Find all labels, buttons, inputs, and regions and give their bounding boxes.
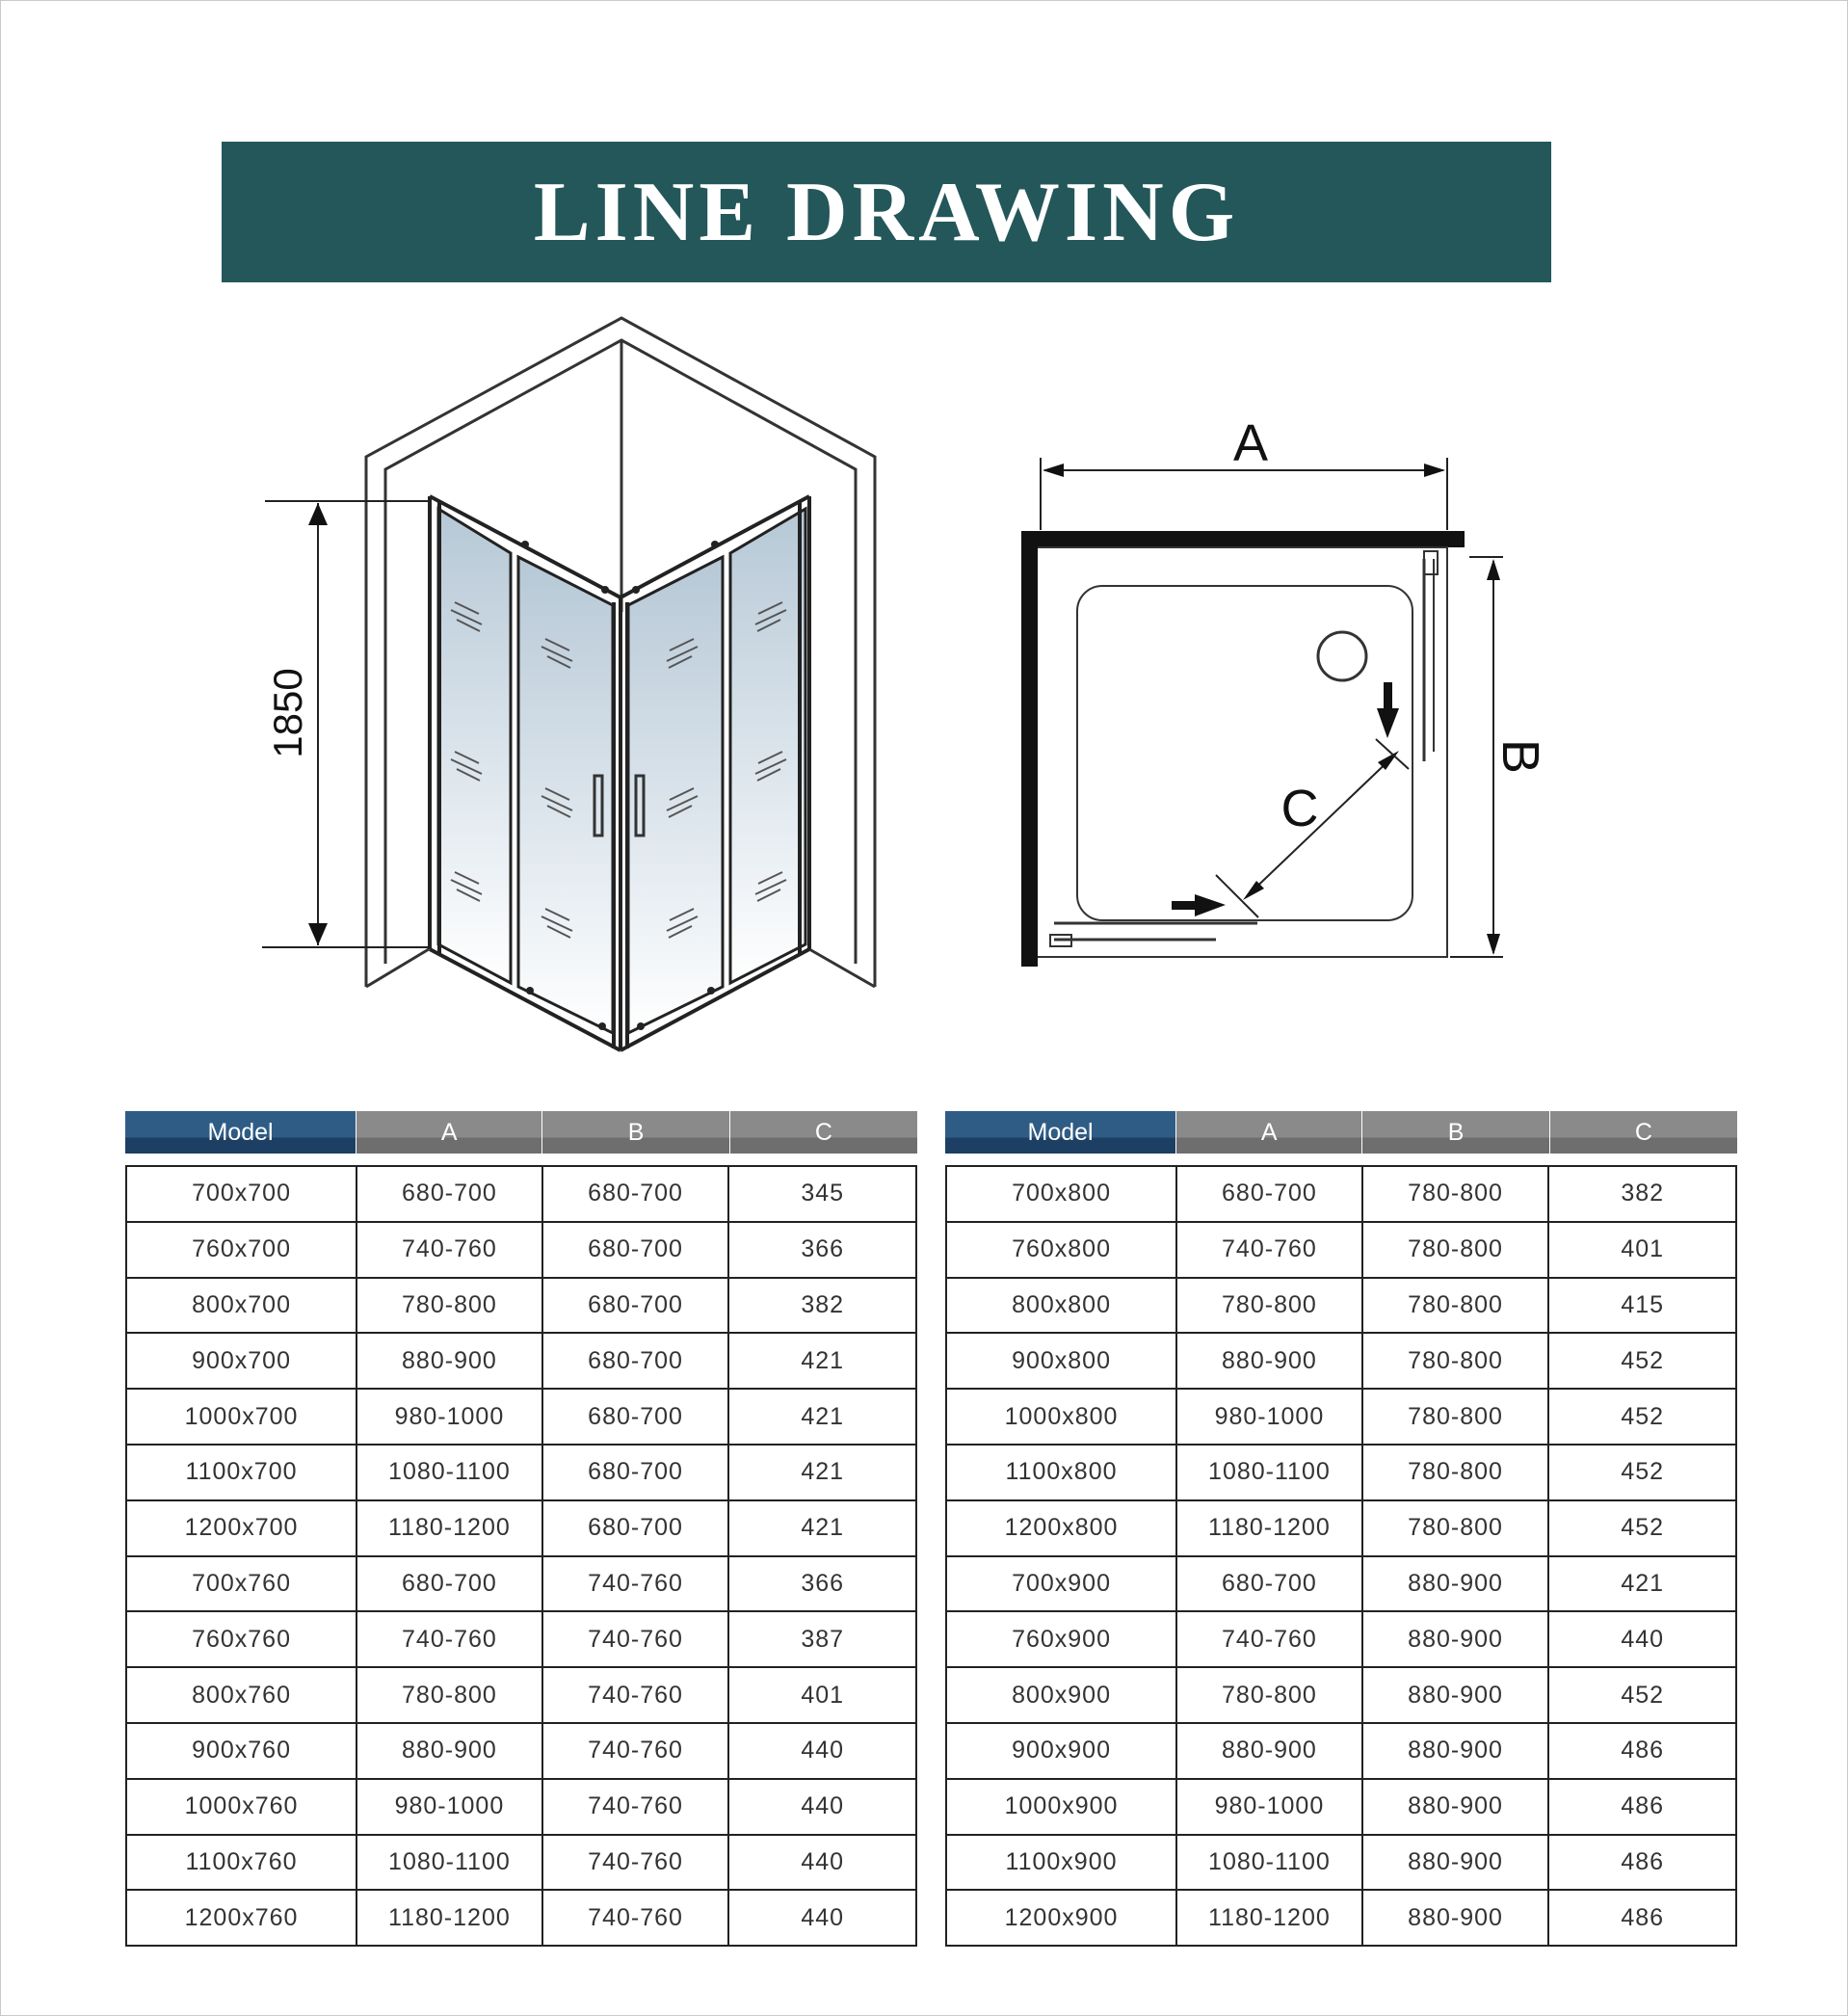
cell-b: 740-760 bbox=[543, 1780, 730, 1834]
cell-b: 680-700 bbox=[543, 1501, 730, 1555]
header-model: Model bbox=[945, 1111, 1176, 1154]
cell-a: 680-700 bbox=[357, 1167, 543, 1221]
cell-model: 1100x700 bbox=[127, 1446, 357, 1499]
cell-b: 880-900 bbox=[1363, 1557, 1550, 1611]
table-row bbox=[127, 1390, 915, 1446]
cell-c: 452 bbox=[1621, 1681, 1665, 1709]
cell-a: 780-800 bbox=[357, 1279, 543, 1333]
cell-a: 780-800 bbox=[357, 1668, 543, 1722]
cell-b: 740-760 bbox=[543, 1724, 730, 1778]
cell-b: 780-800 bbox=[1363, 1390, 1550, 1444]
cell-c: 486 bbox=[1621, 1847, 1665, 1875]
cell-model: 700x800 bbox=[947, 1167, 1177, 1221]
table-row bbox=[127, 1836, 915, 1892]
cell-model: 1000x700 bbox=[127, 1390, 357, 1444]
table-header bbox=[945, 1111, 1737, 1154]
cell-b: 680-700 bbox=[543, 1390, 730, 1444]
cell-a: 1080-1100 bbox=[357, 1836, 543, 1890]
table-row bbox=[947, 1167, 1735, 1223]
table-row bbox=[947, 1557, 1735, 1613]
height-dimension-label: 1850 bbox=[265, 668, 310, 758]
cell-model: 760x900 bbox=[947, 1612, 1177, 1666]
cell-a: 1180-1200 bbox=[1177, 1891, 1363, 1945]
header-b: B bbox=[542, 1111, 729, 1154]
cell-b: 740-760 bbox=[543, 1836, 730, 1890]
cell-a: 880-900 bbox=[357, 1724, 543, 1778]
header-a: A bbox=[1176, 1111, 1362, 1154]
cell-a: 1080-1100 bbox=[1177, 1836, 1363, 1890]
cell-b: 780-800 bbox=[1363, 1279, 1550, 1333]
cell-a: 880-900 bbox=[1177, 1334, 1363, 1388]
cell-c: 440 bbox=[801, 1737, 845, 1764]
cell-model: 1200x900 bbox=[947, 1891, 1177, 1945]
cell-model: 760x700 bbox=[127, 1223, 357, 1277]
enclosure-perspective-drawing bbox=[251, 313, 886, 1084]
dimension-c-label: C bbox=[1280, 780, 1319, 837]
cell-c: 345 bbox=[801, 1180, 845, 1207]
table-row bbox=[947, 1668, 1735, 1724]
page-title: LINE DRAWING bbox=[533, 165, 1240, 259]
table-row bbox=[947, 1891, 1735, 1945]
table-row bbox=[127, 1279, 915, 1335]
cell-c: 421 bbox=[1621, 1569, 1665, 1597]
cell-model: 700x700 bbox=[127, 1167, 357, 1221]
cell-b: 680-700 bbox=[543, 1446, 730, 1499]
cell-b: 880-900 bbox=[1363, 1780, 1550, 1834]
table-row bbox=[127, 1724, 915, 1780]
cell-a: 1180-1200 bbox=[1177, 1501, 1363, 1555]
dimension-table-right bbox=[945, 1111, 1737, 1947]
cell-b: 680-700 bbox=[543, 1223, 730, 1277]
cell-model: 1200x700 bbox=[127, 1501, 357, 1555]
cell-a: 980-1000 bbox=[1177, 1780, 1363, 1834]
cell-c: 401 bbox=[801, 1681, 845, 1709]
cell-model: 800x900 bbox=[947, 1668, 1177, 1722]
table-body bbox=[125, 1165, 917, 1947]
table-row bbox=[947, 1780, 1735, 1836]
header-b: B bbox=[1362, 1111, 1549, 1154]
table-row bbox=[127, 1501, 915, 1557]
cell-a: 740-760 bbox=[357, 1612, 543, 1666]
cell-model: 800x760 bbox=[127, 1668, 357, 1722]
table-header bbox=[125, 1111, 917, 1154]
cell-a: 1180-1200 bbox=[357, 1501, 543, 1555]
cell-model: 700x760 bbox=[127, 1557, 357, 1611]
cell-b: 880-900 bbox=[1363, 1836, 1550, 1890]
cell-a: 1080-1100 bbox=[357, 1446, 543, 1499]
cell-model: 900x760 bbox=[127, 1724, 357, 1778]
cell-c: 486 bbox=[1621, 1792, 1665, 1820]
cell-a: 780-800 bbox=[1177, 1668, 1363, 1722]
cell-model: 900x700 bbox=[127, 1334, 357, 1388]
cell-c: 440 bbox=[1621, 1625, 1665, 1653]
table-row bbox=[947, 1501, 1735, 1557]
cell-model: 1000x900 bbox=[947, 1780, 1177, 1834]
cell-c: 366 bbox=[801, 1569, 845, 1597]
cell-b: 880-900 bbox=[1363, 1612, 1550, 1666]
table-row bbox=[127, 1891, 915, 1945]
table-row bbox=[127, 1223, 915, 1279]
table-row bbox=[127, 1612, 915, 1668]
cell-c: 452 bbox=[1621, 1458, 1665, 1486]
cell-model: 900x900 bbox=[947, 1724, 1177, 1778]
header-a: A bbox=[356, 1111, 542, 1154]
cell-model: 760x800 bbox=[947, 1223, 1177, 1277]
cell-c: 415 bbox=[1621, 1290, 1665, 1318]
cell-c: 452 bbox=[1621, 1346, 1665, 1374]
table-row bbox=[947, 1223, 1735, 1279]
table-row bbox=[127, 1780, 915, 1836]
cell-a: 980-1000 bbox=[357, 1780, 543, 1834]
cell-c: 486 bbox=[1621, 1903, 1665, 1931]
table-row bbox=[947, 1724, 1735, 1780]
cell-c: 382 bbox=[801, 1290, 845, 1318]
table-row bbox=[127, 1446, 915, 1501]
cell-a: 740-760 bbox=[1177, 1223, 1363, 1277]
cell-a: 680-700 bbox=[1177, 1167, 1363, 1221]
table-row bbox=[127, 1167, 915, 1223]
cell-c: 366 bbox=[801, 1235, 845, 1263]
title-banner bbox=[222, 142, 1551, 282]
cell-c: 421 bbox=[801, 1514, 845, 1542]
cell-b: 780-800 bbox=[1363, 1223, 1550, 1277]
cell-c: 452 bbox=[1621, 1402, 1665, 1430]
cell-b: 880-900 bbox=[1363, 1891, 1550, 1945]
table-row bbox=[947, 1334, 1735, 1390]
table-row bbox=[947, 1279, 1735, 1335]
cell-model: 1100x800 bbox=[947, 1446, 1177, 1499]
cell-a: 980-1000 bbox=[357, 1390, 543, 1444]
cell-b: 680-700 bbox=[543, 1279, 730, 1333]
cell-b: 780-800 bbox=[1363, 1446, 1550, 1499]
cell-c: 440 bbox=[801, 1847, 845, 1875]
cell-c: 382 bbox=[1621, 1180, 1665, 1207]
cell-a: 980-1000 bbox=[1177, 1390, 1363, 1444]
cell-c: 440 bbox=[801, 1903, 845, 1931]
cell-model: 800x700 bbox=[127, 1279, 357, 1333]
cell-b: 780-800 bbox=[1363, 1501, 1550, 1555]
dimension-table-left bbox=[125, 1111, 917, 1947]
cell-b: 780-800 bbox=[1363, 1167, 1550, 1221]
dimension-a-label: A bbox=[1232, 414, 1269, 472]
enclosure-plan-drawing bbox=[1002, 405, 1580, 983]
cell-model: 1000x760 bbox=[127, 1780, 357, 1834]
header-c: C bbox=[1550, 1111, 1737, 1154]
cell-b: 680-700 bbox=[543, 1167, 730, 1221]
dimension-b-label: B bbox=[1492, 738, 1549, 775]
cell-a: 880-900 bbox=[357, 1334, 543, 1388]
header-c: C bbox=[730, 1111, 917, 1154]
cell-c: 452 bbox=[1621, 1514, 1665, 1542]
cell-a: 780-800 bbox=[1177, 1279, 1363, 1333]
cell-a: 880-900 bbox=[1177, 1724, 1363, 1778]
table-row bbox=[947, 1446, 1735, 1501]
cell-c: 421 bbox=[801, 1346, 845, 1374]
cell-a: 680-700 bbox=[1177, 1557, 1363, 1611]
cell-b: 880-900 bbox=[1363, 1724, 1550, 1778]
cell-b: 740-760 bbox=[543, 1557, 730, 1611]
cell-b: 880-900 bbox=[1363, 1668, 1550, 1722]
cell-model: 1200x760 bbox=[127, 1891, 357, 1945]
cell-c: 421 bbox=[801, 1402, 845, 1430]
cell-a: 740-760 bbox=[357, 1223, 543, 1277]
table-body bbox=[945, 1165, 1737, 1947]
cell-c: 387 bbox=[801, 1625, 845, 1653]
cell-model: 1200x800 bbox=[947, 1501, 1177, 1555]
cell-c: 401 bbox=[1621, 1235, 1665, 1263]
cell-b: 740-760 bbox=[543, 1668, 730, 1722]
cell-a: 680-700 bbox=[357, 1557, 543, 1611]
cell-b: 740-760 bbox=[543, 1891, 730, 1945]
cell-c: 421 bbox=[801, 1458, 845, 1486]
table-row bbox=[127, 1668, 915, 1724]
cell-model: 1100x900 bbox=[947, 1836, 1177, 1890]
cell-model: 900x800 bbox=[947, 1334, 1177, 1388]
table-row bbox=[127, 1557, 915, 1613]
table-row bbox=[947, 1612, 1735, 1668]
cell-a: 1180-1200 bbox=[357, 1891, 543, 1945]
cell-model: 800x800 bbox=[947, 1279, 1177, 1333]
cell-a: 740-760 bbox=[1177, 1612, 1363, 1666]
cell-a: 1080-1100 bbox=[1177, 1446, 1363, 1499]
cell-model: 700x900 bbox=[947, 1557, 1177, 1611]
cell-c: 440 bbox=[801, 1792, 845, 1820]
table-row bbox=[947, 1836, 1735, 1892]
cell-c: 486 bbox=[1621, 1737, 1665, 1764]
cell-b: 740-760 bbox=[543, 1612, 730, 1666]
cell-b: 780-800 bbox=[1363, 1334, 1550, 1388]
cell-model: 1000x800 bbox=[947, 1390, 1177, 1444]
cell-model: 760x760 bbox=[127, 1612, 357, 1666]
cell-model: 1100x760 bbox=[127, 1836, 357, 1890]
header-model: Model bbox=[125, 1111, 356, 1154]
cell-b: 680-700 bbox=[543, 1334, 730, 1388]
table-row bbox=[127, 1334, 915, 1390]
table-row bbox=[947, 1390, 1735, 1446]
